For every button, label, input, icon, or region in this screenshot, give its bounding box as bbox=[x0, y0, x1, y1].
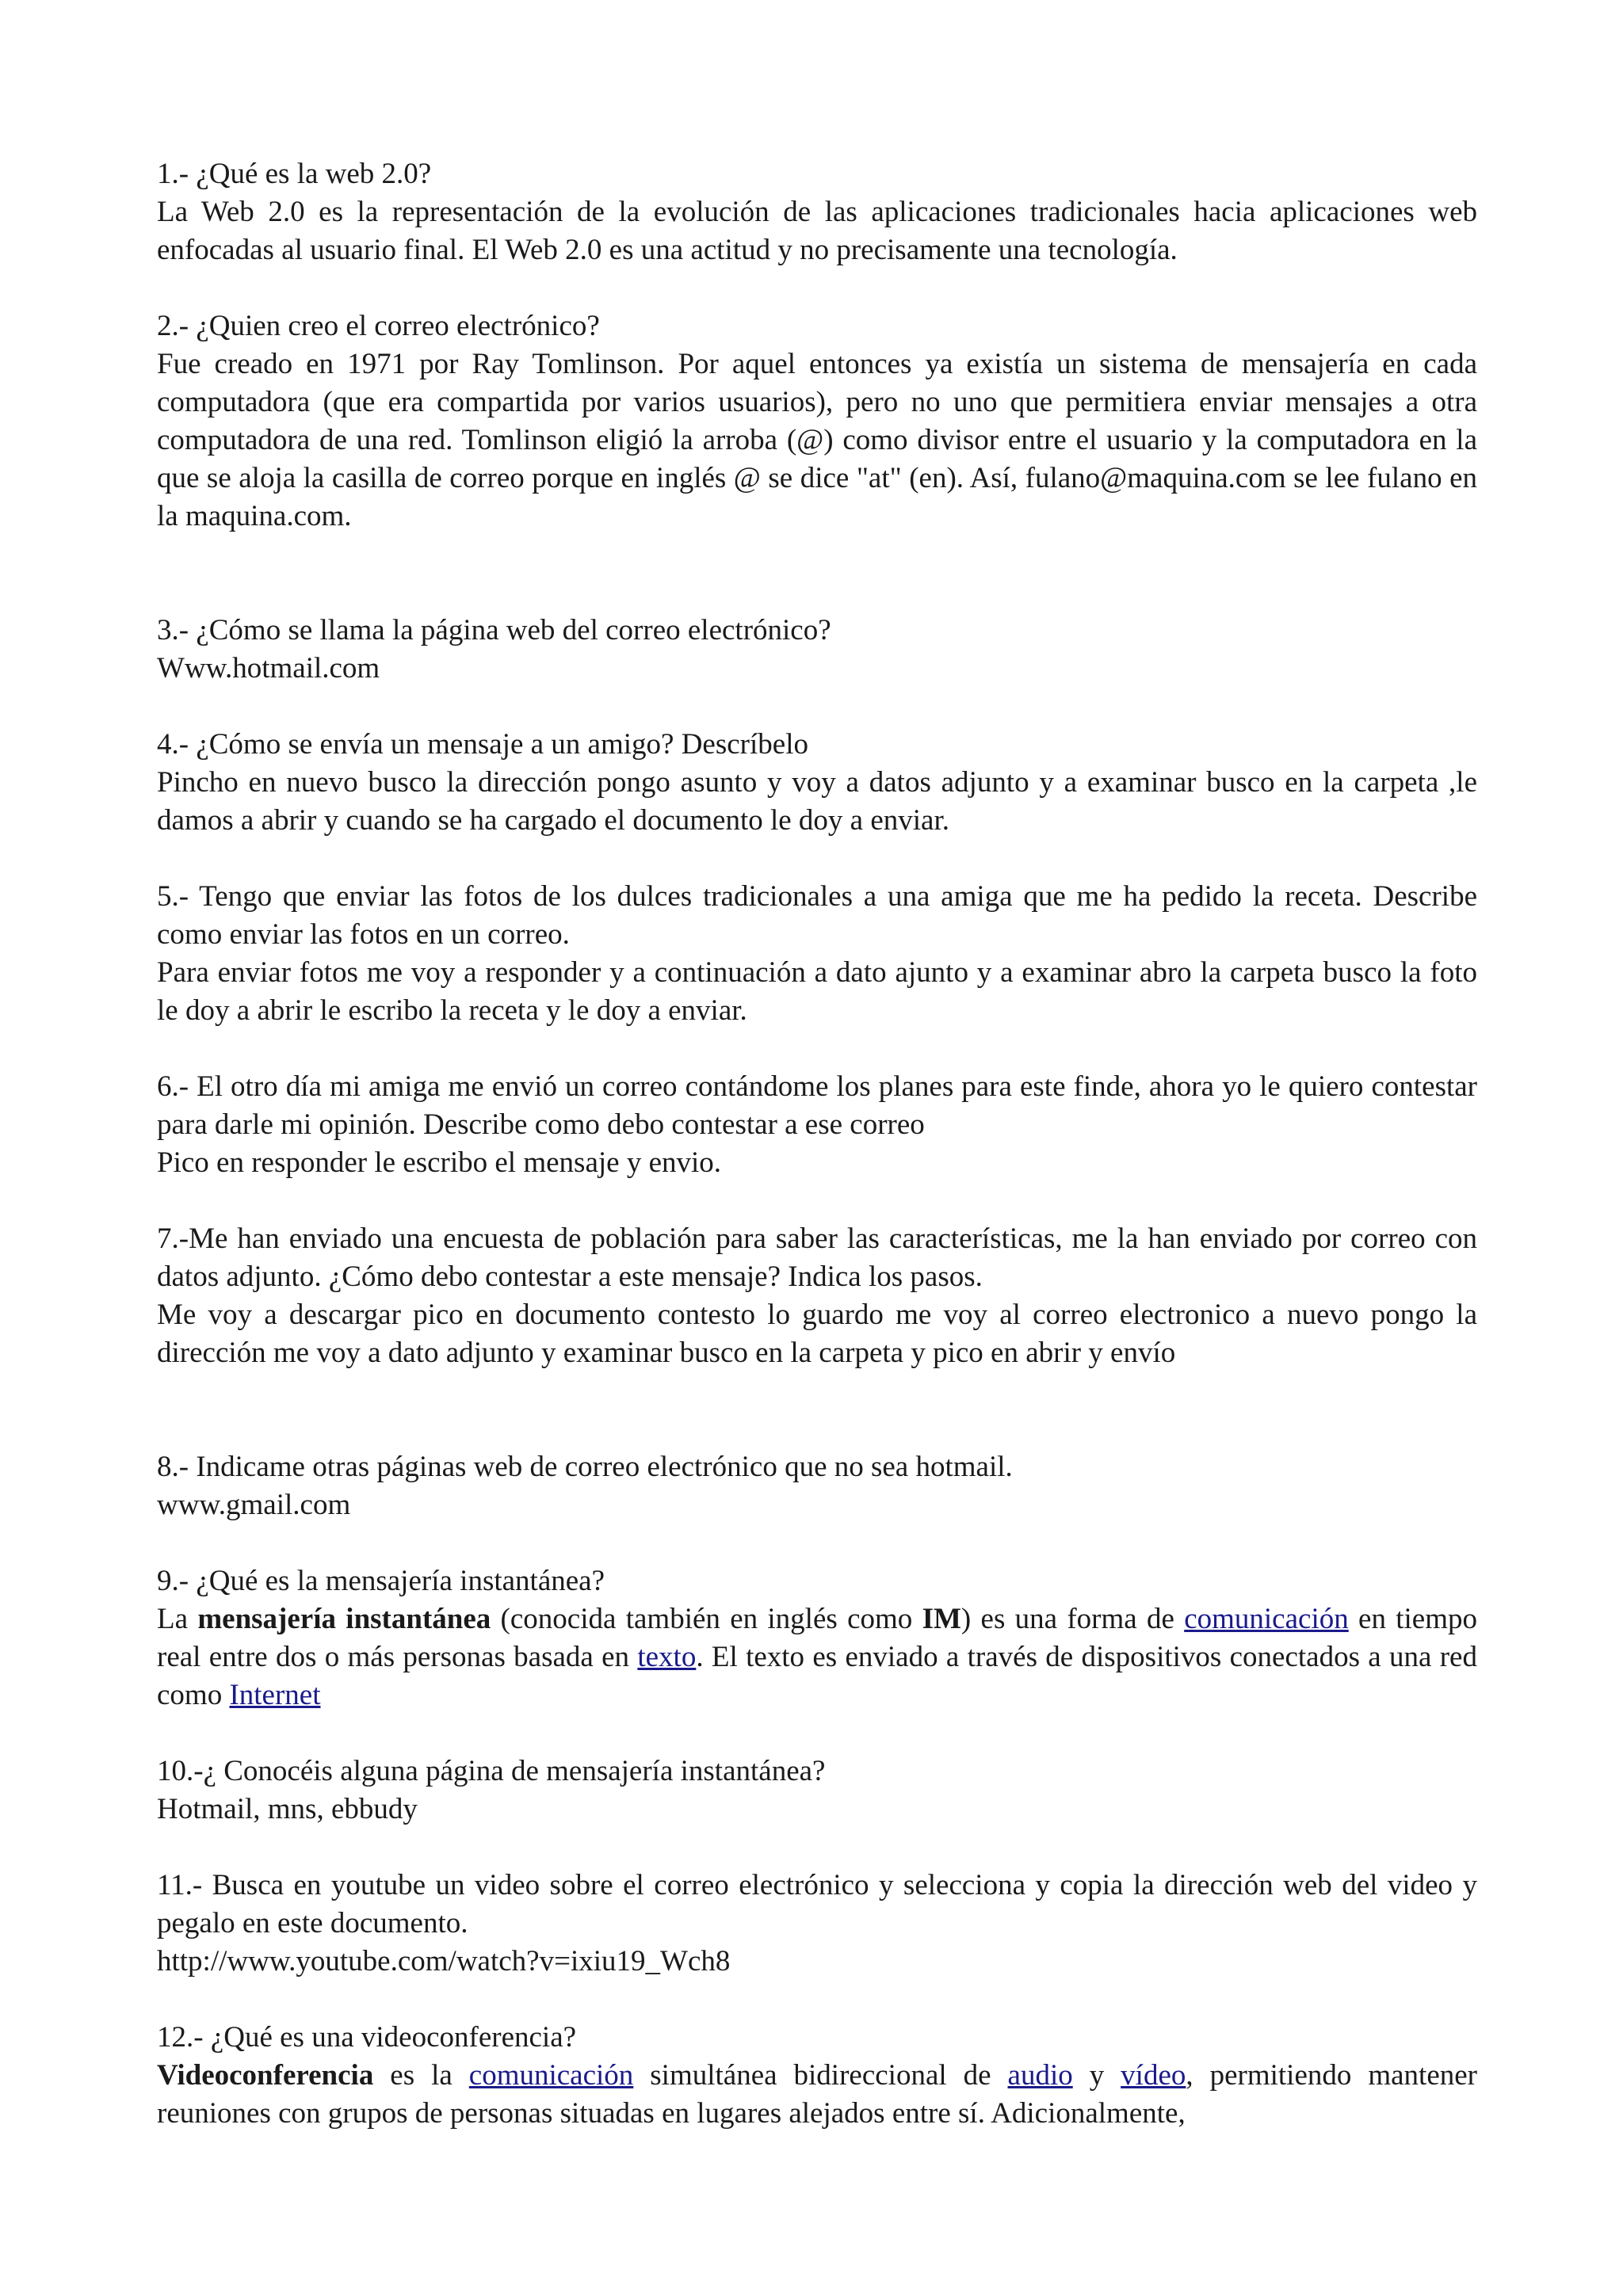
answer-9-text-2: (conocida también en inglés como bbox=[491, 1603, 922, 1635]
link-texto[interactable]: texto bbox=[637, 1641, 697, 1673]
qa-item-11 bbox=[157, 1867, 1477, 1981]
answer-8: www.gmail.com bbox=[157, 1489, 351, 1521]
answer-12-text-4: , permitiendo mantener reuniones con grupos de personas situadas en lugares alejados entre sí. Adicionalmente, bbox=[157, 2059, 1477, 2130]
answer-4: Pincho en nuevo busco la dirección pongo asunto y voy a datos adjunto y a examinar busco en la carpeta ,le damos a abrir y cuando se ha cargado el documento le doy a enviar. bbox=[157, 766, 1477, 837]
question-5: 5.- Tengo que enviar las fotos de los dulces tradicionales a una amiga que me ha pedido la receta. Describe como enviar las fotos en un correo. bbox=[157, 880, 1477, 951]
question-11: 11.- Busca en youtube un video sobre el correo electrónico y selecciona y copia la dirección web del video y pegalo en este documento. bbox=[157, 1869, 1477, 1939]
answer-9-text-5: . El texto es enviado a través de dispositivos conectados a una red como bbox=[157, 1641, 1477, 1711]
qa-item-3 bbox=[157, 612, 1477, 688]
answer-1: La Web 2.0 es la representación de la evolución de las aplicaciones tradicionales hacia aplicaciones web enfocadas al usuario final. El Web 2.0 es una actitud y no precisamente una tecnología. bbox=[157, 196, 1477, 266]
link-video[interactable]: vídeo bbox=[1121, 2059, 1186, 2092]
answer-6: Pico en responder le escribo el mensaje y envio. bbox=[157, 1146, 722, 1179]
answer-12-term: Videoconferencia bbox=[157, 2059, 374, 2092]
qa-item-5 bbox=[157, 878, 1477, 1030]
link-comunicacion[interactable]: comunicación bbox=[1184, 1603, 1349, 1635]
qa-item-4 bbox=[157, 726, 1477, 840]
question-8: 8.- Indicame otras páginas web de correo electrónico que no sea hotmail. bbox=[157, 1451, 1013, 1483]
qa-item-10 bbox=[157, 1753, 1477, 1829]
answer-5: Para enviar fotos me voy a responder y a continuación a dato ajunto y a examinar abro la carpeta busco la foto le doy a abrir le escribo la receta y le doy a enviar. bbox=[157, 956, 1477, 1027]
qa-item-9 bbox=[157, 1562, 1477, 1714]
question-3: 3.- ¿Cómo se llama la página web del correo electrónico? bbox=[157, 614, 831, 646]
answer-9-text-4: en tiempo real entre dos o más personas basada en bbox=[157, 1603, 1477, 1673]
question-6: 6.- El otro día mi amiga me envió un correo contándome los planes para este finde, ahora yo le quiero contestar para darle mi opinión. Describe como debo contestar a ese correo bbox=[157, 1070, 1477, 1141]
document-body bbox=[157, 155, 1477, 2171]
answer-9-term: mensajería instantánea bbox=[197, 1603, 491, 1635]
qa-item-7 bbox=[157, 1220, 1477, 1372]
answer-7: Me voy a descargar pico en documento contesto lo guardo me voy al correo electronico a nuevo pongo la dirección me voy a dato adjunto y examinar busco en la carpeta y pico en abrir y envío bbox=[157, 1299, 1477, 1369]
answer-12-text-2: simultánea bidireccional de bbox=[633, 2059, 1008, 2092]
qa-item-12 bbox=[157, 2019, 1477, 2133]
question-1: 1.- ¿Qué es la web 2.0? bbox=[157, 158, 432, 190]
qa-item-2 bbox=[157, 307, 1477, 536]
answer-12 bbox=[157, 2057, 1477, 2133]
answer-9 bbox=[157, 1600, 1477, 1714]
answer-9-text-1: La bbox=[157, 1603, 198, 1635]
qa-item-8 bbox=[157, 1448, 1477, 1524]
link-internet[interactable]: Internet bbox=[229, 1679, 321, 1711]
answer-9-text-3: ) es una forma de bbox=[960, 1603, 1185, 1635]
question-9: 9.- ¿Qué es la mensajería instantánea? bbox=[157, 1565, 605, 1597]
question-10: 10.-¿ Conocéis alguna página de mensajería instantánea? bbox=[157, 1755, 826, 1787]
answer-11: http://www.youtube.com/watch?v=ixiu19_Wch8 bbox=[157, 1945, 731, 1978]
answer-9-abbr: IM bbox=[922, 1603, 961, 1635]
qa-item-1 bbox=[157, 155, 1477, 269]
answer-2: Fue creado en 1971 por Ray Tomlinson. Por aquel entonces ya existía un sistema de mensajería en cada computadora (que era compartida por varios usuarios), pero no uno que permitiera enviar mensajes a otra computadora de una red. Tomlinson eligió la arroba (@) como divisor entre el usuario y la computadora en la que se aloja la casilla de correo porque en inglés @ se dice "at" (en). Así, fulano@maquina.com se lee fulano en la maquina.com. bbox=[157, 348, 1477, 532]
answer-3: Www.hotmail.com bbox=[157, 652, 380, 685]
question-7: 7.-Me han enviado una encuesta de población para saber las características, me la han enviado por correo con datos adjunto. ¿Cómo debo contestar a este mensaje? Indica los pasos. bbox=[157, 1222, 1477, 1293]
answer-12-text-1: es la bbox=[373, 2059, 469, 2092]
answer-12-text-3: y bbox=[1072, 2059, 1121, 2092]
link-comunicacion-2[interactable]: comunicación bbox=[468, 2059, 634, 2092]
question-2: 2.- ¿Quien creo el correo electrónico? bbox=[157, 310, 600, 342]
qa-item-6 bbox=[157, 1068, 1477, 1182]
question-12: 12.- ¿Qué es una videoconferencia? bbox=[157, 2021, 577, 2054]
question-4: 4.- ¿Cómo se envía un mensaje a un amigo? Descríbelo bbox=[157, 728, 808, 761]
link-audio[interactable]: audio bbox=[1007, 2059, 1073, 2092]
answer-10: Hotmail, mns, ebbudy bbox=[157, 1793, 418, 1825]
